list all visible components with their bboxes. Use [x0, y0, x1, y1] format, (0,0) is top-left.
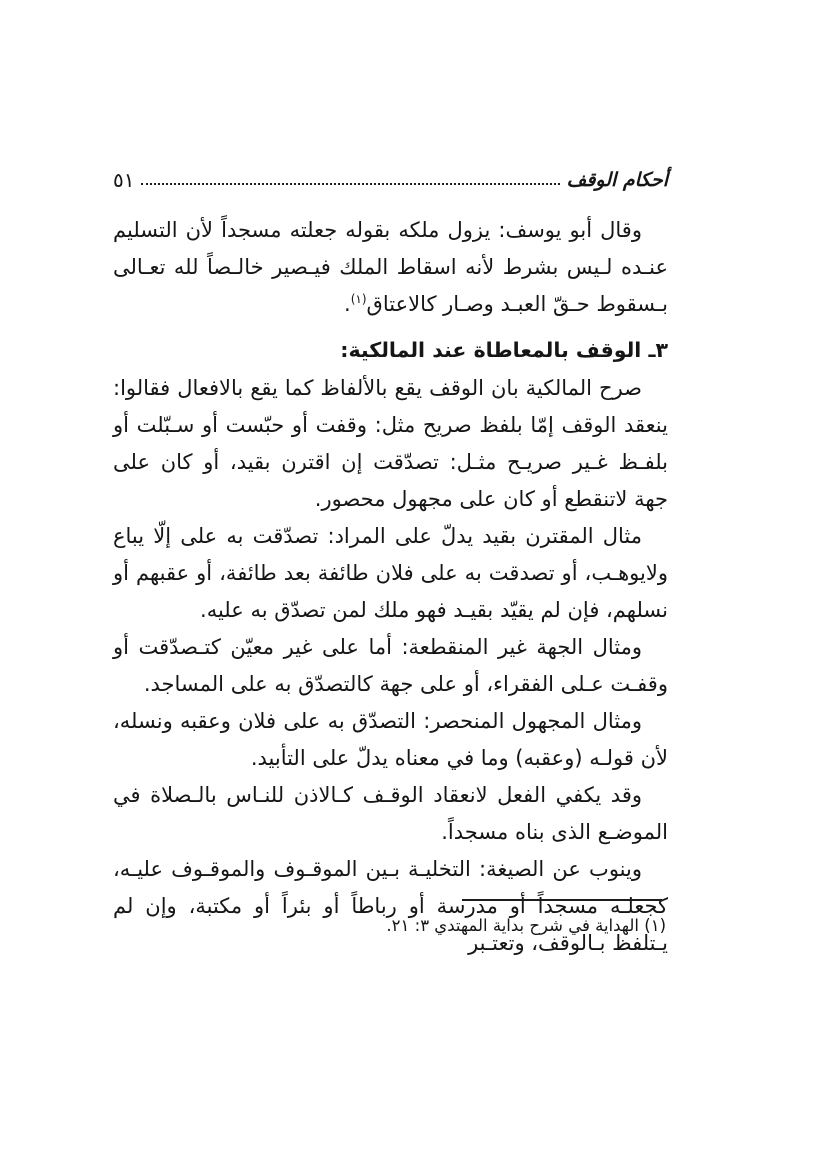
paragraph-1 — [113, 212, 668, 323]
paragraph-3: مثال المقترن بقيد يدلّ على المراد: تصدّقت به على إلّا يباع ولايوهـب، أو تصدقت به على فلان طائفة بعد طائفة، أو عقبهم أو نسلهم، فإن لم يقيّد بقيـد فهو ملك لمن تصدّق به عليه. — [113, 524, 668, 622]
footnote-marker: (١) — [350, 292, 367, 306]
page-body — [113, 212, 668, 962]
dotted-leader — [141, 183, 559, 185]
paragraph-5: ومثال المجهول المنحصر: التصدّق به على فلان وعقبه ونسله، لأن قولـه (وعقبه) وما في معناه يدلّ على التأبيد. — [113, 709, 668, 770]
paragraph-2: صرح المالكية بان الوقف يقع بالألفاظ كما يقع بالافعال فقالوا: ينعقد الوقف إمّا بلفظ صريح مثل: وقفت أو حبّست أو سـبّلت أو بلفـظ غـير صريـح مثـل: تصدّقت إن اقترن بقيد، أو كان على جهة لاتنقطع أو كان على مجهول محصور. — [113, 376, 668, 511]
paragraph-7: وينوب عن الصيغة: التخليـة بـين الموقـوف والموقـوف عليـه، كجعلـه مسجداً أو مدرسة أو رباطاً أو بئراً أو مكتبة، وإن لم يـتلفظ بـالوقف، وتعتـبر — [113, 857, 668, 955]
running-title: أحكام الوقف — [566, 169, 668, 191]
footnote-separator — [462, 899, 662, 901]
page-number: ٥١ — [113, 168, 135, 192]
page-header — [113, 168, 668, 192]
section-heading: ٣ـ الوقف بالمعاطاة عند المالكية: — [340, 338, 668, 362]
paragraph-1-suffix: . — [344, 292, 351, 316]
footnotes — [113, 899, 668, 939]
paragraph-4: ومثال الجهة غير المنقطعة: أما على غير معيّن كتـصدّقت أو وقفـت عـلى الفقراء، أو على جهة كالتصدّق به على المساجد. — [113, 635, 668, 696]
footnote-1: (١) الهداية في شرح بداية المهتدي ٣: ٢١. — [386, 916, 666, 935]
paragraph-6: وقد يكفي الفعل لانعقاد الوقـف كـالاذن للنـاس بالـصلاة في الموضـع الذى بناه مسجداً. — [113, 783, 668, 844]
paragraph-1-text: وقال أبو يوسف: يزول ملكه بقوله جعلته مسجداً لأن التسليم عنـده لـيس بشرط لأنه اسقاط الملك فيـصير خالـصاً لله تعـالى بـسقوط حـقّ العبـد وصـار كالاعتاق — [113, 218, 668, 316]
